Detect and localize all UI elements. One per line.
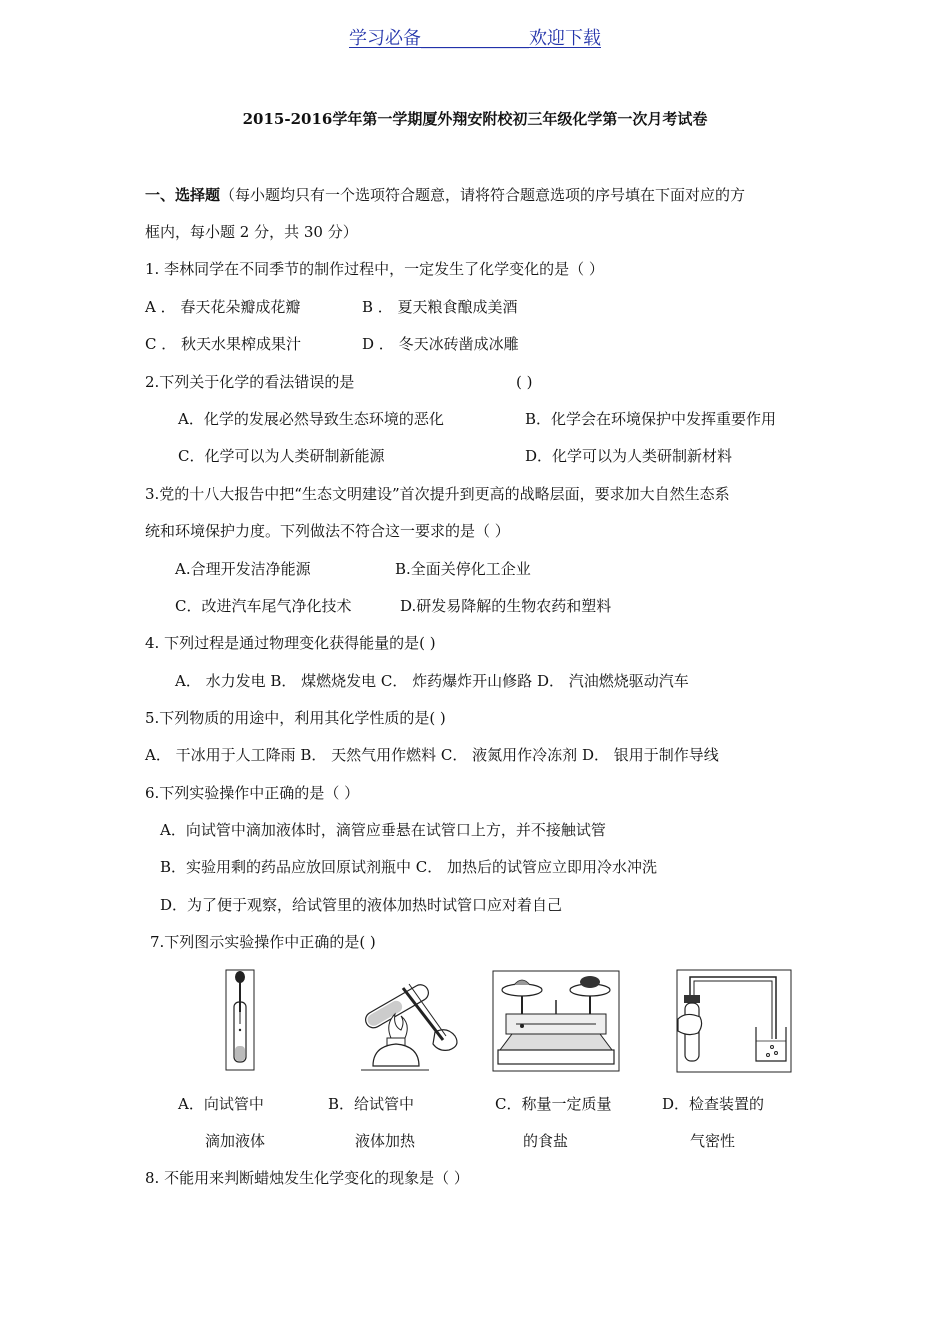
q6-option-d: D．为了便于观察，给试管里的液体加热时试管口应对着自己 bbox=[160, 896, 563, 914]
q7-caption-d-1: D．检查装置的 bbox=[662, 1095, 765, 1113]
q7-caption-d-2: 气密性 bbox=[690, 1132, 736, 1150]
q6-stem: 6.下列实验操作中正确的是（ ） bbox=[145, 784, 360, 802]
section-instructions-2: 框内，每小题 2 分，共 30 分） bbox=[145, 223, 358, 241]
header-right[interactable]: 欢迎下载 bbox=[529, 28, 601, 49]
q2-option-d: D．化学可以为人类研制新材料 bbox=[525, 447, 733, 465]
section-heading-line bbox=[145, 185, 745, 205]
q5-stem: 5.下列物质的用途中，利用其化学性质的是( ) bbox=[145, 709, 446, 727]
q2-option-c: C．化学可以为人类研制新能源 bbox=[178, 447, 385, 465]
q2-option-a: A．化学的发展必然导致生态环境的恶化 bbox=[178, 410, 444, 428]
q7-caption-b-2: 液体加热 bbox=[355, 1132, 416, 1150]
q3-stem-1: 3.党的十八大报告中把“生态文明建设”首次提升到更高的战略层面，要求加大自然生态系 bbox=[145, 485, 730, 503]
airtightness-check-figure bbox=[676, 969, 792, 1073]
section-heading: 一、选择题 bbox=[145, 186, 221, 204]
q7-caption-a-1: A．向试管中 bbox=[178, 1095, 264, 1113]
q6-option-bc: B．实验用剩的药品应放回原试剂瓶中 C． 加热后的试管应立即用冷水冲洗 bbox=[160, 858, 658, 876]
q4-stem: 4. 下列过程是通过物理变化获得能量的是( ) bbox=[145, 634, 436, 652]
q1-option-d: D ． 冬天冰砖凿成冰雕 bbox=[362, 335, 519, 353]
q1-option-a: A ． 春天花朵瓣成花瓣 bbox=[145, 298, 301, 316]
dropper-test-tube-figure bbox=[222, 968, 258, 1074]
exam-title: 2015-2016学年第一学期厦外翔安附校初三年级化学第一次月考试卷 bbox=[242, 110, 708, 128]
q2-paren: ( ) bbox=[516, 373, 533, 391]
q7-caption-a-2: 滴加液体 bbox=[205, 1132, 266, 1150]
q5-options: A． 干冰用于人工降雨 B． 天然气用作燃料 C． 液氮用作冷冻剂 D． 银用于制作导线 bbox=[145, 746, 719, 764]
q4-options: A． 水力发电 B． 煤燃烧发电 C． 炸药爆炸开山修路 D． 汽油燃烧驱动汽车 bbox=[175, 672, 689, 690]
q1-option-b: B ． 夏天粮食酿成美酒 bbox=[362, 298, 518, 316]
q7-caption-b-1: B．给试管中 bbox=[328, 1095, 415, 1113]
q7-stem: 7.下列图示实验操作中正确的是( ) bbox=[150, 933, 376, 951]
q1-stem: 1. 李林同学在不同季节的制作过程中，一定发生了化学变化的是（ ） bbox=[145, 260, 604, 278]
q2-stem: 2.下列关于化学的看法错误的是 bbox=[145, 373, 355, 391]
q7-caption-c-2: 的食盐 bbox=[523, 1132, 569, 1150]
q3-option-d: D.研发易降解的生物农药和塑料 bbox=[400, 597, 612, 615]
q8-stem: 8. 不能用来判断蜡烛发生化学变化的现象是（ ） bbox=[145, 1169, 469, 1187]
q3-stem-2: 统和环境保护力度。下列做法不符合这一要求的是（ ） bbox=[145, 522, 510, 540]
q3-option-c: C．改进汽车尾气净化技术 bbox=[175, 597, 352, 615]
heating-test-tube-figure bbox=[343, 968, 468, 1076]
q3-option-a: A.合理开发洁净能源 bbox=[175, 560, 311, 578]
q6-option-a: A．向试管中滴加液体时，滴管应垂悬在试管口上方，并不接触试管 bbox=[160, 821, 606, 839]
q1-option-c: C ． 秋天水果榨成果汁 bbox=[145, 335, 302, 353]
page-header bbox=[0, 24, 950, 50]
header-left[interactable]: 学习必备 bbox=[349, 28, 421, 49]
q2-option-b: B．化学会在环境保护中发挥重要作用 bbox=[525, 410, 777, 428]
balance-scale-figure bbox=[492, 970, 620, 1072]
q3-option-b: B.全面关停化工企业 bbox=[395, 560, 531, 578]
section-instructions-1: （每小题均只有一个选项符合题意，请将符合题意选项的序号填在下面对应的方 bbox=[220, 186, 746, 204]
q7-caption-c-1: C．称量一定质量 bbox=[495, 1095, 612, 1113]
header-gap: ____________ bbox=[421, 28, 529, 49]
